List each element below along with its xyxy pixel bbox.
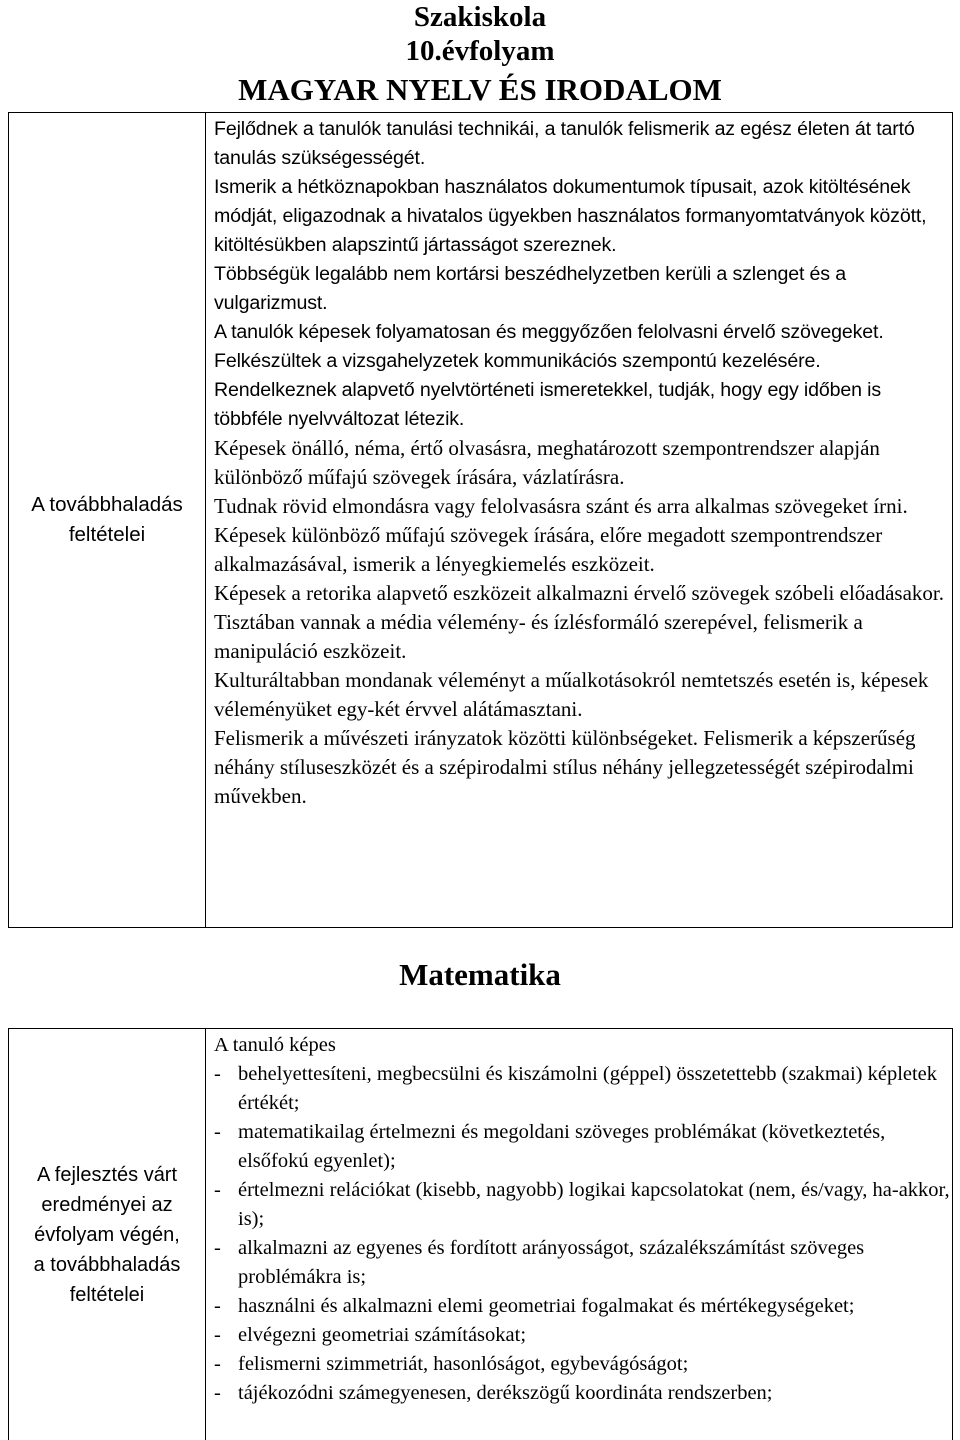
label-line: a továbbhaladás [33, 1253, 181, 1276]
list-item-text: matematikailag értelmezni és megoldani szöveges problémákat (következtetés, elsőfokú egyenlet); [238, 1121, 886, 1172]
grade-heading: 10.évfolyam [405, 35, 555, 67]
requirement-paragraph: Képesek a retorika alapvető eszközeit alkalmazni érvelő szövegek szóbeli előadásakor. [214, 581, 945, 605]
list-item [214, 1321, 952, 1350]
requirement-paragraph: Fejlődnek a tanulók tanulási technikái, a tanulók felismerik az egész életen át tartó tanulás szükségességét. [214, 118, 915, 169]
subject-heading-hungarian: MAGYAR NYELV ÉS IRODALOM [238, 72, 722, 107]
label-line: évfolyam végén, [34, 1223, 180, 1246]
label-line: feltételei [69, 1283, 145, 1306]
outcomes-text-cell [206, 1029, 953, 1440]
requirement-paragraph: Ismerik a hétköznapokban használatos dokumentumok típusait, azok kitöltésének módját, eligazodnak a hivatalos ügyekben használatos formanyomtatványok között, kitöltésükben alapszintű jártasságot szereznek. [214, 176, 927, 256]
dash-bullet: - [214, 1121, 221, 1143]
label-line: feltételei [68, 523, 146, 546]
list-item [214, 1234, 952, 1292]
outcomes-intro: A tanuló képes [214, 1034, 336, 1056]
dash-bullet: - [214, 1382, 221, 1404]
list-item [214, 1118, 952, 1176]
list-item [214, 1292, 952, 1321]
list-item-text: értelmezni relációkat (kisebb, nagyobb) logikai kapcsolatokat (nem, és/vagy, ha-akkor, is); [238, 1179, 950, 1230]
list-item-text: tájékozódni számegyenesen, derékszögű koordináta rendszerben; [238, 1382, 773, 1404]
list-item [214, 1350, 952, 1379]
list-item-text: behelyettesíteni, megbecsülni és kiszámolni (géppel) összetettebb (szakmai) képletek értékét; [238, 1063, 938, 1114]
requirement-paragraph: A tanulók képesek folyamatosan és meggyőzően felolvasni érvelő szövegeket. Felkészültek a vizsgahelyzetek kommunikációs szempontú kezelésére. [214, 321, 884, 372]
dash-bullet: - [214, 1295, 221, 1317]
outcomes-label-cell [9, 1029, 206, 1440]
list-item [214, 1060, 952, 1118]
requirement-paragraph: Kulturáltabban mondanak véleményt a műalkotásokról nemtetszés esetén is, képesek véleményüket egy-két érvvel alátámasztani. [214, 668, 929, 721]
list-item-text: használni és alkalmazni elemi geometriai fogalmakat és mértékegységeket; [238, 1295, 855, 1317]
dash-bullet: - [214, 1179, 221, 1201]
requirement-paragraph: Képesek önálló, néma, értő olvasásra, meghatározott szempontrendszer alapján különböző műfajú szövegek írására, vázlatírásra. [214, 436, 880, 489]
school-type-heading: Szakiskola [413, 1, 547, 33]
dash-bullet: - [214, 1324, 221, 1346]
list-item [214, 1379, 952, 1408]
requirement-paragraph: Tudnak rövid elmondásra vagy felolvasásra szánt és arra alkalmas szövegeket írni. [214, 494, 908, 518]
subject-heading-math: Matematika [399, 957, 561, 992]
list-item-text: elvégezni geometriai számításokat; [238, 1324, 527, 1346]
math-outcomes-table [8, 1028, 953, 1440]
requirement-paragraph: Képesek különböző műfajú szövegek írására, előre megadott szempontrendszer alkalmazásával, ismerik a lényegkiemelés eszközeit. [214, 523, 883, 576]
label-line: eredményei az [41, 1193, 173, 1216]
list-item-text: felismerni szimmetriát, hasonlóságot, egybevágóságot; [238, 1353, 689, 1375]
requirement-paragraph: Rendelkeznek alapvető nyelvtörténeti ismeretekkel, tudják, hogy egy időben is többféle nyelvváltozat létezik. [214, 379, 882, 430]
requirement-paragraph: Tisztában vannak a média vélemény- és ízlésformáló szerepével, felismerik a manipuláció eszközeit. [214, 610, 863, 663]
dash-bullet: - [214, 1353, 221, 1375]
label-line: A továbbhaladás [31, 493, 183, 516]
requirement-paragraph: Felismerik a művészeti irányzatok közötti különbségeket. Felismerik a képszerűség néhány stíluseszközét és a szépirodalmi stílus néhány jellegzetességét szépirodalmi művekben. [214, 726, 916, 808]
hungarian-requirements-table [8, 112, 953, 928]
list-item [214, 1176, 952, 1234]
dash-bullet: - [214, 1237, 221, 1259]
requirements-text-cell [206, 113, 953, 928]
list-item-text: alkalmazni az egyenes és fordított arányosságot, százalékszámítást szöveges problémákra is; [238, 1237, 865, 1288]
dash-bullet: - [214, 1063, 221, 1085]
outcomes-list [214, 1060, 952, 1408]
label-line: A fejlesztés várt [36, 1163, 178, 1186]
progression-label-cell [9, 113, 206, 928]
requirement-paragraph: Többségük legalább nem kortársi beszédhelyzetben kerüli a szlenget és a vulgarizmust. [214, 263, 846, 314]
